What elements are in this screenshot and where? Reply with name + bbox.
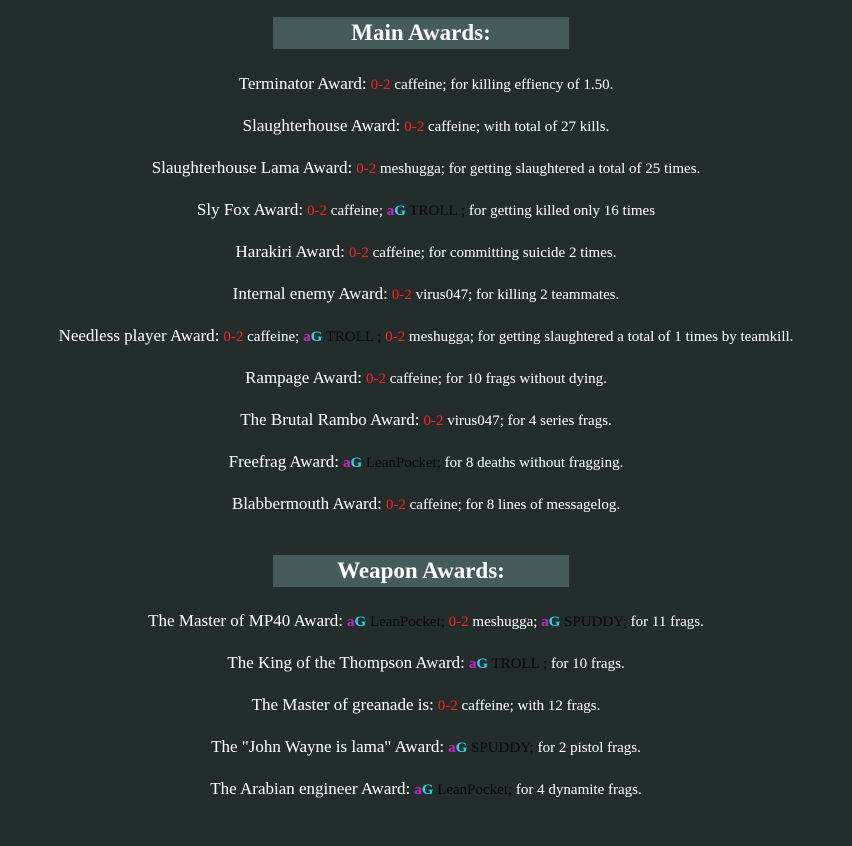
award-line bbox=[0, 737, 852, 757]
award-line bbox=[0, 116, 852, 136]
player-name-red: 0-2 bbox=[385, 497, 406, 513]
player-name-red: 0-2 bbox=[385, 329, 406, 345]
award-detail: for 10 frags. bbox=[550, 656, 625, 672]
award-line bbox=[0, 74, 852, 94]
award-line bbox=[0, 452, 852, 472]
player-name-red: 0-2 bbox=[391, 287, 412, 303]
clan-tag-g: G bbox=[476, 656, 489, 672]
clan-tag-a: a bbox=[347, 614, 355, 630]
award-title: The King of the Thompson Award: bbox=[227, 653, 465, 672]
clan-tag bbox=[343, 455, 362, 471]
clan-tag-g: G bbox=[350, 455, 363, 471]
player-name-red: 0-2 bbox=[356, 161, 377, 177]
clan-tag-a: a bbox=[414, 782, 422, 798]
award-line bbox=[0, 779, 852, 799]
clan-tag bbox=[387, 203, 406, 219]
award-title: Freefrag Award: bbox=[228, 452, 339, 471]
award-detail: caffeine; with 12 frags. bbox=[457, 698, 601, 714]
award-title: Needless player Award: bbox=[58, 326, 220, 345]
player-name-red: 0-2 bbox=[437, 698, 458, 714]
player-name-dark: LeanPocket; bbox=[362, 455, 445, 471]
clan-tag-a: a bbox=[303, 329, 311, 345]
award-detail: virus047; for 4 series frags. bbox=[443, 413, 612, 429]
award-line bbox=[0, 326, 852, 346]
award-detail: for 2 pistol frags. bbox=[537, 740, 641, 756]
player-name-dark: TROLL ; bbox=[488, 656, 551, 672]
award-title: Sly Fox Award: bbox=[196, 200, 304, 219]
clan-tag bbox=[541, 614, 560, 630]
award-line bbox=[0, 368, 852, 388]
award-title: Internal enemy Award: bbox=[232, 284, 388, 303]
clan-tag bbox=[414, 782, 433, 798]
clan-tag-a: a bbox=[541, 614, 549, 630]
award-detail: caffeine; for 8 lines of messagelog. bbox=[405, 497, 621, 513]
award-detail: for getting killed only 16 times bbox=[468, 203, 656, 219]
clan-tag-g: G bbox=[354, 614, 367, 630]
player-name-red: 0-2 bbox=[448, 614, 469, 630]
award-title: Slaughterhouse Award: bbox=[242, 116, 401, 135]
clan-tag-a: a bbox=[342, 455, 351, 471]
award-detail: for 4 dynamite frags. bbox=[515, 782, 642, 798]
award-line bbox=[0, 158, 852, 178]
award-title: The "John Wayne is lama" Award: bbox=[211, 737, 445, 756]
award-detail: meshugga; for getting slaughtered a total of 25 times. bbox=[376, 161, 701, 177]
clan-tag bbox=[448, 740, 467, 756]
player-name-dark: SPUDDY; bbox=[467, 740, 538, 756]
player-name-dark: TROLL ; bbox=[405, 203, 469, 219]
main-awards-header: Main Awards: bbox=[273, 17, 569, 49]
award-title: The Arabian engineer Award: bbox=[210, 779, 411, 798]
award-line bbox=[0, 284, 852, 304]
player-name-dark: LeanPocket; bbox=[366, 614, 449, 630]
clan-tag bbox=[469, 656, 488, 672]
award-title: The Brutal Rambo Award: bbox=[240, 410, 420, 429]
clan-tag-a: a bbox=[448, 740, 456, 756]
clan-tag bbox=[303, 329, 322, 345]
clan-tag-g: G bbox=[421, 782, 434, 798]
clan-tag bbox=[347, 614, 366, 630]
player-name-red: 0-2 bbox=[348, 245, 369, 261]
player-name-red: 0-2 bbox=[223, 329, 244, 345]
award-detail: for 11 frags. bbox=[630, 614, 704, 630]
award-title: Harakiri Award: bbox=[235, 242, 345, 261]
award-detail: meshugga; for getting slaughtered a total of 1 times by teamkill. bbox=[405, 329, 794, 345]
clan-tag-a: a bbox=[386, 203, 395, 219]
award-detail: caffeine; for committing suicide 2 times. bbox=[368, 245, 617, 261]
weapon-awards-header: Weapon Awards: bbox=[273, 555, 569, 587]
award-title: Blabbermouth Award: bbox=[231, 494, 382, 513]
award-detail: caffeine; bbox=[327, 203, 387, 219]
award-title: Terminator Award: bbox=[238, 74, 367, 93]
player-name-red: 0-2 bbox=[423, 413, 444, 429]
award-line bbox=[0, 242, 852, 262]
award-detail: caffeine; bbox=[243, 329, 304, 345]
clan-tag-g: G bbox=[394, 203, 406, 219]
player-name-red: 0-2 bbox=[307, 203, 328, 219]
player-name-red: 0-2 bbox=[366, 371, 386, 387]
award-detail: virus047; for killing 2 teammates. bbox=[411, 287, 620, 303]
player-name-dark: LeanPocket; bbox=[433, 782, 516, 798]
award-detail: for 8 deaths without fragging. bbox=[444, 455, 624, 471]
award-title: Rampage Award: bbox=[245, 368, 362, 387]
award-detail: meshugga; bbox=[468, 614, 542, 630]
player-name-dark: TROLL ; bbox=[322, 329, 386, 345]
award-line bbox=[0, 494, 852, 514]
award-title: The Master of greanade is: bbox=[251, 695, 434, 714]
award-title: The Master of MP40 Award: bbox=[148, 611, 344, 630]
player-name-red: 0-2 bbox=[370, 77, 391, 93]
clan-tag-a: a bbox=[468, 656, 477, 672]
award-line bbox=[0, 410, 852, 430]
award-line bbox=[0, 611, 852, 631]
player-name-dark: SPUDDY; bbox=[560, 614, 631, 630]
award-line bbox=[0, 695, 852, 715]
award-detail: caffeine; for killing effiency of 1.50. bbox=[390, 77, 614, 93]
award-line bbox=[0, 200, 852, 220]
clan-tag-g: G bbox=[310, 329, 323, 345]
award-title: Slaughterhouse Lama Award: bbox=[151, 158, 353, 177]
award-detail: caffeine; with total of 27 kills. bbox=[424, 119, 610, 135]
award-line bbox=[0, 653, 852, 673]
clan-tag-g: G bbox=[548, 614, 561, 630]
clan-tag-g: G bbox=[455, 740, 468, 756]
player-name-red: 0-2 bbox=[404, 119, 425, 135]
award-detail: caffeine; for 10 frags without dying. bbox=[386, 371, 607, 387]
